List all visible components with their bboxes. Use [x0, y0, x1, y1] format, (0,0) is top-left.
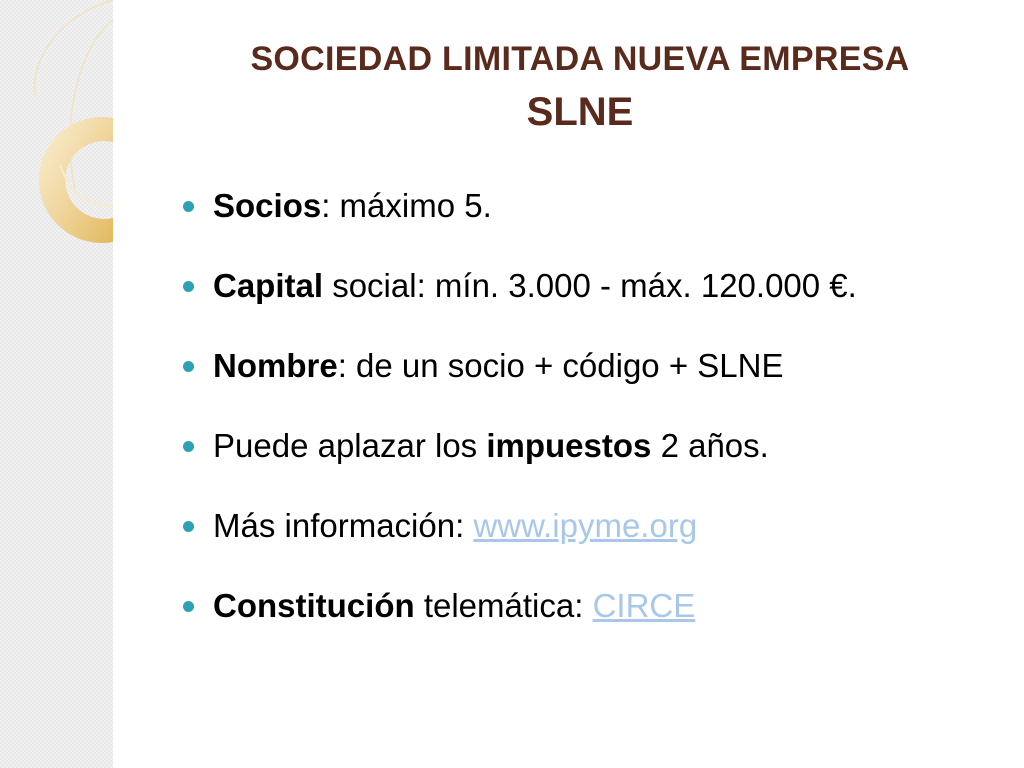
bullet-text: : máximo 5.: [321, 187, 492, 224]
bullet-item-constitucion: [180, 586, 857, 666]
bullet-dot-icon: [183, 201, 194, 212]
circe-link[interactable]: CIRCE: [592, 587, 696, 624]
bullet-dot-icon: [183, 281, 194, 292]
bullet-bold-text: Capital: [213, 267, 324, 304]
bullet-bold-text: Constitución: [213, 587, 415, 624]
bullet-bold-text: impuestos: [486, 427, 652, 464]
ipyme-link[interactable]: www.ipyme.org: [473, 507, 698, 544]
bullet-item-socios: [180, 186, 857, 266]
bullet-text: social: mín. 3.000 - máx. 120.000 €.: [323, 267, 857, 304]
bullet-bold-text: Socios: [213, 187, 322, 224]
bullet-bold-text: Nombre: [213, 347, 338, 384]
bullet-text: : de un socio + código + SLNE: [337, 347, 784, 384]
title-line-2: SLNE: [526, 90, 634, 134]
bullet-text: Puede aplazar los: [213, 427, 487, 464]
bullet-text: Más información:: [213, 507, 474, 544]
bullet-dot-icon: [183, 521, 194, 532]
bullet-text: telemática:: [414, 587, 593, 624]
bullet-item-capital: [180, 266, 857, 346]
bullet-item-informacion: [180, 506, 857, 586]
bullet-item-nombre: [180, 346, 857, 426]
title-line-1: SOCIEDAD LIMITADA NUEVA EMPRESA: [250, 40, 910, 78]
bullet-dot-icon: [183, 361, 194, 372]
bullet-dot-icon: [183, 601, 194, 612]
bullet-text: 2 años.: [651, 427, 769, 464]
bullet-dot-icon: [183, 441, 194, 452]
slide-title: [150, 42, 1010, 132]
bullet-list: [180, 186, 857, 666]
bullet-item-impuestos: [180, 426, 857, 506]
gold-ring-shape: [39, 117, 113, 243]
